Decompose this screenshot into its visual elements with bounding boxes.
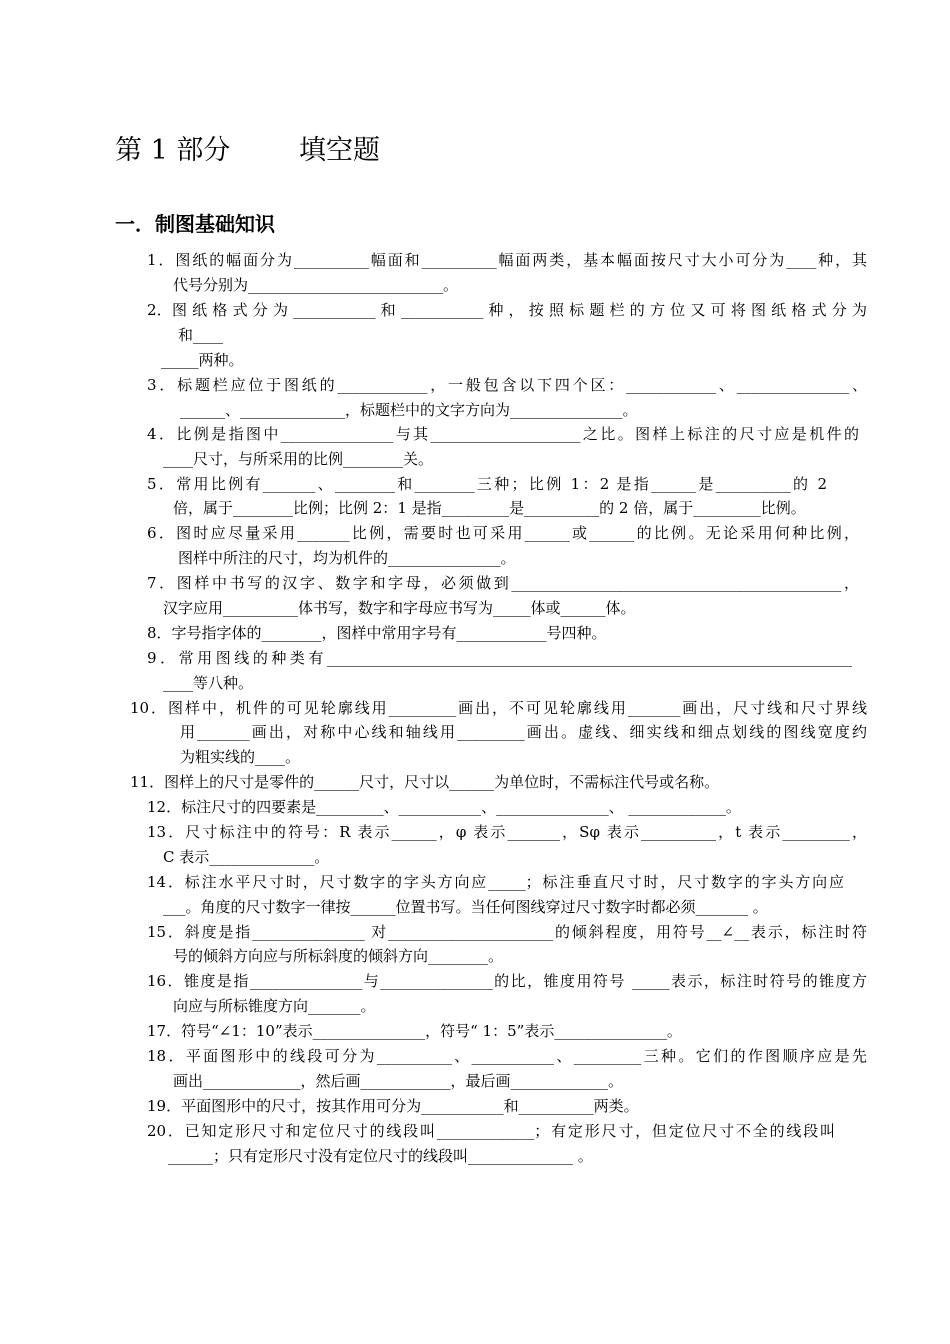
- question-line: 14．标注水平尺寸时，尺寸数字的字头方向应_____；标注垂直尺寸时，尺寸数字的字头方向应: [147, 873, 844, 891]
- question-line: _____两种。: [161, 351, 244, 369]
- question-line: 和____: [178, 326, 224, 344]
- question-line: 18．平面图形中的线段可分为__________、___________、_________三种。它们的作图顺序应是先: [147, 1047, 867, 1065]
- question-line: ____等八种。: [163, 674, 254, 692]
- question-line: 17．符号“∠1：10”表示_______________，符号“ 1：5”表示_______________。: [147, 1022, 682, 1040]
- question-line: 倍，属于________比例；比例 2：1 是指_________是__________的 2 倍，属于_________比例。: [173, 499, 806, 517]
- question-line: ______、______________，标题栏中的文字方向为_______________。: [180, 401, 638, 419]
- question-line: 7．图样中书写的汉字、数字和字母，必须做到____________________________________________，: [147, 574, 859, 592]
- question-line: 1．图纸的幅面分为__________幅面和__________幅面两类，基本幅面按尺寸大小可分为____种，其: [147, 251, 867, 269]
- question-line: 2．图 纸 格 式 分 为 ___________ 和 ___________ 种 ， 按 照 标 题 栏 的 方 位 又 可 将 图 纸 格 式 分 为: [147, 301, 867, 319]
- question-line: 画出_____________，然后画____________，最后画_____________。: [173, 1072, 624, 1090]
- question-line: 代号分别为__________________________。: [173, 276, 459, 294]
- question-line: 19．平面图形中的尺寸，按其作用可分为___________和__________两类。: [147, 1097, 639, 1115]
- question-line: 用_______画出，对称中心线和轴线用_________画出。虚线、细实线和细点划线的图线宽度约: [180, 723, 867, 741]
- question-line: 11．图样上的尺寸是零件的______尺寸，尺寸以______为单位时，不需标注代号或名称。: [130, 773, 720, 791]
- question-line: 10．图样中，机件的可见轮廓线用_________画出，不可见轮廓线用_______画出，尺寸线和尺寸界线: [130, 699, 867, 717]
- question-line: 8．字号指字体的________，图样中常用字号有____________号四种。: [147, 624, 607, 642]
- part-title: 第 1 部分 填空题: [115, 135, 381, 166]
- section-title: 一．制图基础知识: [115, 212, 275, 236]
- question-line: 4．比例是指图中_______________与其____________________之比。图样上标注的尺寸应是机件的: [147, 425, 859, 443]
- question-line: 15．斜度是指_______________ 对______________________的倾斜程度，用符号__∠__表示，标注时符: [147, 923, 867, 941]
- question-line: 20．已知定形尺寸和定位尺寸的线段叫_____________；有定形尺寸，但定位尺寸不全的线段叫: [147, 1122, 835, 1140]
- question-line: 向应与所标锥度方向_______。: [173, 997, 376, 1015]
- question-line: ____尺寸，与所采用的比例________关。: [163, 450, 434, 468]
- question-line: 6．图时应尽量采用_______比例，需要时也可采用______或______的比例。无论采用何种比例，: [147, 524, 859, 542]
- question-line: 9．常用图线的种类有______________________________________________________________________: [147, 649, 852, 667]
- question-line: 5．常用比例有_______、________和________三种；比例 1：2 是指______是__________的 2: [147, 475, 827, 493]
- question-line: 12．标注尺寸的四要素是_________、___________、_______________、 _____________。: [147, 798, 741, 816]
- question-line: 16．锥度是指_______________与_______________的比，锥度用符号 _____表示，标注时符号的锥度方: [147, 972, 867, 990]
- question-line: 3．标题栏应位于图纸的____________，一般包含以下四个区：____________、_______________、: [147, 376, 867, 394]
- question-line: 为粗实线的____。: [180, 748, 301, 766]
- question-line: C 表示______________。: [163, 848, 330, 866]
- question-line: ______；只有定形尺寸没有定位尺寸的线段叫______________ 。: [168, 1147, 593, 1165]
- question-line: 13．尺寸标注中的符号：R 表示______，φ 表示_______，Sφ 表示__________，t 表示_________，: [147, 823, 867, 841]
- question-line: ___。角度的尺寸数字一律按______位置书写。当任何图线穿过尺寸数字时都必须_______ 。: [163, 898, 768, 916]
- question-line: 图样中所注的尺寸，均为机件的_______________。: [178, 549, 516, 567]
- question-line: 汉字应用__________体书写，数字和字母应书写为_____体或______体。: [163, 599, 636, 617]
- question-line: 号的倾斜方向应与所标斜度的倾斜方向________。: [173, 947, 504, 965]
